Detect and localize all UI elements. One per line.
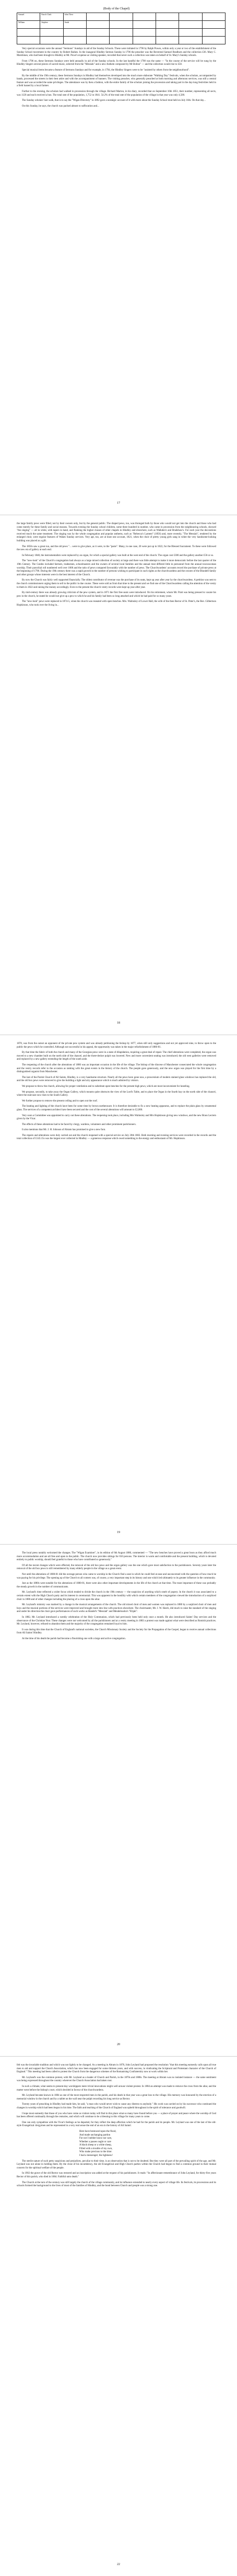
plan-caption: (Body of the Chapel) (103, 7, 130, 10)
plan-cell (133, 37, 156, 44)
page-number: 17 (117, 502, 120, 505)
paragraph: Just as the 1880s were notable for the alterations of 1880-81, there were also other important developments in the life of the church at that time. The most important of these was probably the steady growth in the number of communicants. (17, 1582, 216, 1588)
paragraph: The reopening of the church after the alterations of 1880 was an important occasion in the life of the village. The bishop of the diocese of Manchester consecrated the whole congregation and the vestry records refer to the occasion as ranking with the great events in the history of the church. The people gave generously, and the new organ was played for the first time by a distinguished organist from Manchester. (17, 1063, 216, 1074)
plan-cell: Samuel (17, 13, 40, 21)
page-number: 20 (117, 2043, 120, 2046)
paragraph: I hope most earnestly that those of you who have come as visitors today will find in this place what so many have found before you — a place of prayer and peace where the worship of God has been offered continually through the centuries, and which will continue to be a blessing to this village for many years to come. (17, 2112, 216, 2119)
paragraph: In such a climate, what seems to present-day worshippers mere trivial innovations might well arouse violent protest. In 1884 an attempt was made to remove the cross from the altar, and the matter went before the bishop's court, which decided in favour of the churchwardens. (17, 2085, 216, 2092)
page-number: 18 (117, 1022, 120, 1025)
paragraph: By the middle of the 19th century, these Sermons Sundays in Hindley had themselves developed into the much more elaborate "Walking Day" festivals, when the scholars, accompanied by bands, processed the streets in their best attire and with the accompaniment of banners. The visiting preacher, who generally preached at both morning and afternoon services, was still a central feature and was accorded the same privileges. The attendance was by then a fashion, with the entire family of the scholars joining the procession and taking part in the day-long festivities held in a field loaned by a local farmer. (17, 74, 216, 88)
plan-cell (40, 37, 63, 44)
page-1 (0, 4, 237, 110)
paragraph: By that time the fabric of both the church and many of the Georgian pews were in a state of dilapidation, requiring a great deal of repair. The chief alterations were completed, the organ was moved to a new chamber built on the north side of the chancel, and the three-decker pulpit was lowered. New and more convenient seating was introduced; the old west galleries were removed and replaced by a new gallery extending the length of the south aisle. (17, 1051, 216, 1061)
plan-cell (179, 21, 202, 29)
plan-row (17, 13, 226, 21)
plan-cell (202, 13, 225, 21)
plan-cell (110, 29, 133, 37)
plan-cell (86, 21, 109, 29)
paragraph: The sterile nature of such petty suspicions and prejudices, peculiar to their time, is an observation that is not to be doubted. But they were all part of the prevailing spirit of the age, and Mr. Leyland was not alone in holding them. By the close of his incumbency, the old Evangelical and High Church parties within the Church had begun to find a common ground in their mutual concern for the spiritual welfare of the people. (17, 2160, 216, 2169)
paragraph: The repairs and alterations were duly carried out and the church reopened with a special service on July 20th 1882. Both morning and evening services were recorded in the records and the total collection of £143.15s was the largest ever collected in Hindley — a generous response which owed something to the energy and enthusiasm of Mr. Hopkinson. (17, 1134, 216, 1141)
page-5 (0, 2064, 237, 2190)
plan-cell (156, 13, 179, 21)
verse-block (79, 2130, 216, 2158)
paragraph: At the time of his death the parish had become a flourishing one with a large and active congregation. (22, 1637, 126, 1640)
paragraph: On this Sunday, he says, the church was packed almost to suffocation and... (22, 105, 99, 108)
paragraph: In 1882, Mr. Leyland introduced a weekly celebration of the Holy Communion, which had previously been held only once a month. He also introduced Saints' Day services and the observance of the Christian Year. These changes were not welcomed by all the parishioners and at a vestry meeting in 1883 a protest was made against what were described as Romish practices. Mr. Leyland, however, refused to abandon them and the majority of the congregation remained loyal to him. (17, 1616, 216, 1626)
plan-cell (133, 29, 156, 37)
paragraph: The effects of these alterations had to be faced by clergy, wardens, volunteers and other prominent parishioners. (22, 1123, 136, 1126)
plan-cell: Sarah (63, 21, 86, 29)
paragraph: The local press notably welcomed the changes. The "Wigan Examiner", in its edition of 6th August 1880, commented — "The new benches have proved a great boon as they afford much more accommodation and are all free and open to the public. The church now provides sittings for 650 persons. The interior is warm and comfortable and the present building, which is devoted entirely to public worship, should feel grateful to those who have contributed so generously." (17, 1552, 216, 1562)
verse-line: A black sheep or a white sheep, (79, 2144, 112, 2147)
plan-cell (156, 37, 179, 44)
chapel-seating-plan (17, 13, 226, 44)
paragraph: 1878, was from the outset an opponent of the private pew system and was already petitioning the bishop by 1877, when still only suggestions and not yet approved nine, to throw open to the public the pews which he controlled. Although not successful in his appeal, the opportunity was taken in the major refurbishment of 1880-81. (17, 1042, 216, 1049)
plan-cell (86, 29, 109, 37)
plan-cell: Stephen (40, 21, 63, 29)
plan-row (17, 37, 226, 44)
paragraph: Mr. Leyland became known in 1884 as one of the most respected men in the parish, and his death in that year was a great loss to the village. His memory was honoured by the erection of a memorial window in the church and by a tablet on the wall near the pulpit recording his long service as Rector. (17, 2094, 216, 2101)
paragraph: By now the Church was fairly well supported financially. The oldest contributor of revenue was the purchase of its seats, kept up year after year by the churchwardens. A petition was sent to the church commissioners urging them to sell to the public in due course. These were sold as from that time to the present and we find one of the Churchwardens calling the attention of the vestry to them in 1822 and raising the money accordingly. Even to the present the church vestry records were kept up year after year. (17, 579, 216, 589)
page-4 (0, 1552, 237, 1643)
paragraph: Further to the evening, the scholars had walked in procession through the village. Richard Marton, in his diary, recorded that on September 16th 1851, their number, representing all sects, was 1120 and each received a bun. The total rate of the population, 1,752 in 1841. 54.2% of the total rate of the population of the village in that year was only 4,500. (17, 90, 216, 97)
page-3 (0, 1042, 237, 1143)
verse-line: Here have bestowed upon the flood, (79, 2130, 116, 2133)
paragraph: Special musical items became a feature of Sermons Sundays and for example, in 1794, the Hindley Singers were to be "assisted by others from the neighbourhood". (22, 68, 190, 72)
verse-line: Filled with a trouble of my own, (79, 2147, 113, 2150)
paragraph: It was during this time that the Church of England's national societies, the Church Missionary Society and the Society for the Propagation of the Gospel, began to receive annual collections from All Saints' Hindley. (17, 1628, 216, 1635)
paragraph: The heating and lighting of the church have been for some time by brown earthenware. It is therefore desirable to fix a new heating apparatus, and to replace the plain glass by ornamental glass. The services of a competent architect have been secured and the cost of the several alterations will amount to £2,000. (17, 1105, 216, 1111)
paragraph: felt was the invariable tradition and which was not lightly to be changed. As a meeting in Abram in 1878, John Leyland had proposed the resolution "that this meeting earnestly calls upon all true men to aid and support the Church Association, which has now been engaged for some thirteen years, and with success, in vindicating the Scriptural and Protestant character of the Church of England." This meeting had been called to protest the Church from the dangerous schemes of the Romanising Confraternity now at work within her. (17, 2064, 216, 2074)
paragraph: Twenty years of preaching in Hindley had made him, he said, "a man who would never wish to cause any distress to anybody." His work was carried on by his successor who continued the changes in worship which had been begun in his time. The faith and teaching of the Church of England was upheld throughout in the spirit of tolerance and goodwill. (17, 2103, 216, 2109)
paragraph: Mr. Leyland's time reflected a wider focus which tended to divide the church in the 19th century — the suspicion of anything which smelt of popery. In the church it was associated to a certain extent with the High Church party and its interest in ceremonial. This was apparent in the hostility with which certain members of the congregation viewed the introduction of a surpliced choir in 1880 and of other changes including the placing of a cross upon the altar. (17, 1591, 216, 1601)
plan-cell (202, 37, 225, 44)
verse-line: Whether a passes ought or care (79, 2140, 111, 2143)
page-number: 22 (117, 2563, 120, 2566)
plan-cell (110, 21, 133, 29)
plan-cell (202, 21, 225, 29)
paragraph: We further propose to remove the present ceiling and to open out the roof. (22, 1099, 98, 1103)
paragraph: The Sunday scholars' last walk, that is to say the "Wigan Directory" in 1892 gave a nostalgic account of it with more about the Sunday School treat held on July 16th. On that day... (22, 99, 206, 102)
paragraph: Very soon a Committee was appointed to carry out these alterations. The reopening took place, including Mrs Walmsley and Mrs Hopkinson giving new windows, and the new Brass Lectern given by the Vicar. (17, 1114, 216, 1121)
paragraph: Mr. Leyland's ministry was marked by a change in the musical arrangements of the church. The old mixed choir of men and women was replaced in 1880 by a surpliced choir of men and boys and the musical portions of the services were improved and brought more into line with practices elsewhere. The choirmaster, Mr. J. W. Hatch, did much to raise the standard of the singing and under his direction the choir gave performances of such works as Handel's "Messiah" and Mendelssohn's "Elijah". (17, 1604, 216, 1614)
paragraph: The "new-look" of the Church's congregation had always as a large mixed collection of society at large and there was little attempt to make it more democratic before the last quarter of the 19th Century. The Guides included farmers, tradesmen, schoolmasters and the owners of several local families and the annual treat differed little in personnel from the annual townswoman worship. Their parochial roll numbered well over 1000 and the ratio of pews compared favourably with the number of pews. The Churchwardens' accounts record the purchase of private pews at the beginning of 1790. During the 19th century there was a rapid growth in the number of persons wishing to participate in such rights as the churchwardens and the owners of the Blundell family and other groups whose interests were in the best interest of the Church. (17, 560, 216, 576)
plan-cell: John Thew (63, 13, 86, 21)
paragraph: One can only sympathise with the Vicar's feelings as he departed, for they reflect the deep affection which he had for the parish and its people. Mr. Leyland was one of the last of the old-style Evangelical clergymen and he represented in a very real sense the end of an era in the history of All Saints'. (17, 2121, 216, 2128)
paragraph: In 1902 the grave of the old Rector was restored and an inscription was added at the request of his parishioners. It reads: "In affectionate remembrance of John Leyland, for thirty-five years Rector of this parish, who died in 1884. Faithful unto death." (17, 2172, 216, 2179)
plan-cell (86, 13, 109, 21)
page-divider (0, 1544, 237, 1545)
plan-cell (110, 13, 133, 21)
paragraph: We propose, secondly, to take away the Organ Gallery, which mounts quite obstructs the view of the Lord's Table, and to place the Organ in the fourth bay on the north side of the chancel, where the staircase now rises to the South Gallery. (17, 1090, 216, 1097)
plan-row (17, 21, 226, 29)
plan-cell (17, 37, 40, 44)
plan-cell: William (17, 21, 40, 29)
paragraph: the large family pews were filled, not by their owners only, but by the general public. The draped pews, too, was thronged both by those who would not get into the church and those who had come merely for these family and social reasons. Towards evening the Sunday school children, some three hundred in number, who came in procession from the neighbouring schools, showed "the singing" — all in white, with tapers in hand, and flanking the higher classes of other chapels in Hindley and elsewhere, such as Walkden's and Bradshaw's. For each year the decorations received much the same treatment. The singing was by the whole congregation and popular anthems, such as "Rebecca's Lament" (1856) and, more recently, "The Messiah", rendered by the enlarged choir, were regular features of Wakes Sunday services. Very apt, too, are at least one account, 1821, when the choir of pretty young girls sang in white the very handsome-looking building was placed as a gift. (17, 523, 216, 542)
plan-cell (202, 29, 225, 37)
page-number: 19 (117, 1531, 120, 1534)
paragraph: The Church at the turn of the century was still largely the church of the village community, and its influence extended to nearly every aspect of village life. Its festivals, its processions and its schools formed the background to the lives of most of the families of Hindley, and the bond between Church and people was a strong one. (17, 2181, 216, 2188)
paragraph: The last of the Parish Church of All Saints, Hindley, is a very handsome structure. Nearly all the pews have gone now, a proscenium of modern stained glass windows has replaced the old, and the old box pews were removed to give the building a light and airy appearance which is much admired by visitors. (17, 1076, 216, 1083)
plan-cell (17, 29, 40, 37)
plan-cell (133, 21, 156, 29)
paragraph: Mr. Leyland's was the common protest, with Mr. Leyland as a leader of Church and Parish, in the 1870s and 1880s. The meeting at Abram was no isolated instance — the same sentiment was being expressed throughout the country wherever the Church Association had taken root. (17, 2076, 216, 2083)
plan-cell (179, 13, 202, 21)
plan-cell (86, 37, 109, 44)
plan-cell (156, 21, 179, 29)
plan-cell: Enoch Clark (40, 13, 63, 21)
paragraph: Of all the recent changes which were effected, the removal of the old box pews and the organ gallery was the one which gave most satisfaction to the parishioners. Seventy years later the removal of the old box pews is still remembered by many elderly people in the village as a great event. (17, 1564, 216, 1571)
plan-cell (63, 37, 86, 44)
paragraph: From 1796 on, these Sermons Sundays were held annually in aid of the Sunday schools. In the last handful the 1798 was the same — "In the course of the service will be sung by the Hindley Singers several pieces of sacred music, selected from the "Messiah" and a new Anthem composed by Mr Bolton" — and the collection would rise to £58. (17, 60, 216, 66)
page-divider (0, 2056, 237, 2057)
paragraph: In February 1848, the instrumentalists were replaced by an organ, for which a special gallery was built at the west end of the church. The organ cost £300 and the gallery another £50 or so. (22, 554, 214, 557)
plan-cell (156, 29, 179, 37)
paragraph: The "new-look" pews were replaced in 1874-5, when the church was reseated with open benches. Mrs. Walmsley of Lower Hall, the wife of the then Rector of St. Peter's, the Rev. Gilbertson Hopkinson, who took over the living in... (17, 600, 216, 607)
plan-cell (133, 13, 156, 21)
verse-line: Who make precious to the time: (79, 2151, 112, 2154)
verse-line: I had a messenger; the lightness! (79, 2154, 113, 2157)
paragraph: The 1850s saw a great run, and the old pews "... were to give place, as it were, to the "paste". Many, in one case, 20 were put up in 1822, for the Blessed Sacrament. To these were followed the new era of gallery at each end. (17, 545, 216, 552)
page-2 (0, 523, 237, 609)
verse-line: And made unchanging pardon (79, 2133, 111, 2137)
paragraph: Very special occasions were the annual "Sermons" Sundays in aid of the Sunday Schools. These were initiated in 1796 by Ralph Powes, within only a year or two of the establishment of the Sunday School movement in the country by Robert Raikes. In the inaugural Hindley Sermon Sunday in 1796 the preacher was the Reverend Samuel Bradburn and the collection £36. Mary C. Marshman, who had been brought to Hindley at Mr. Powe's expense as visiting speaker, recorded that never such a collection was taken on behalf of St. Mary's Sunday schools. (17, 48, 216, 57)
plan-cell (179, 37, 202, 44)
plan-cell (40, 29, 63, 37)
plan-cell (110, 37, 133, 44)
paragraph: We propose to throw the church, allowing for proper ventilation and to substitute open benches for the present high pews, which are most inconvenient for kneeling. (22, 1085, 190, 1088)
plan-row (17, 29, 226, 37)
paragraph: It also mentions that Mr. J. H. Johnson of Abram has promised to give a new font. (22, 1129, 106, 1132)
verse-line: For not I neither know nor care, (79, 2137, 112, 2140)
paragraph: Not until the alterations of 1880-81 did the average person who came to worship in the Church find a seat in which he could feel at ease and unconcerned with the question of how much he was paying for his privilege. The opening up of the Church to all comers was, of course, a very important step in its history and one which led ultimately to its greater influence in the community. (17, 1573, 216, 1580)
paragraph: By mid-century there was already growing criticism of the pew system, and in 1871 the first free seats were introduced. On his retirement, whom Mr. Pratt was being pressed to vacate his pew in the church, he stated he would not give up a pew to which he and his family had been so long attached and which he had paid for so many years. (17, 591, 216, 598)
plan-cell (179, 29, 202, 37)
plan-cell (63, 29, 86, 37)
